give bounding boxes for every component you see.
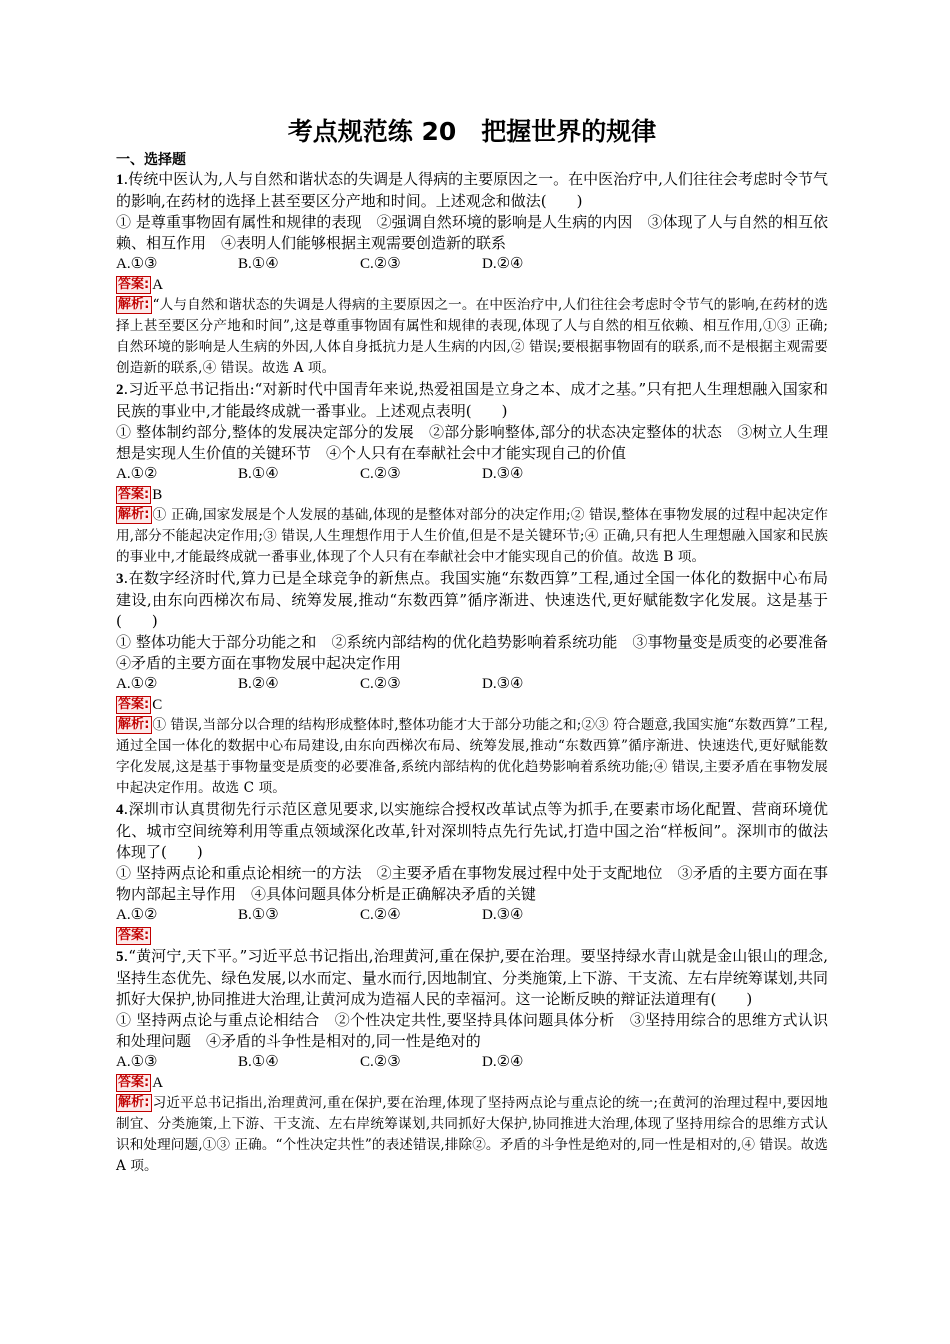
answer-choices (116, 1052, 828, 1072)
answer-choices (116, 674, 828, 694)
answer-line (116, 1073, 828, 1093)
choice-b: B.①③ (238, 907, 279, 923)
analysis-line (116, 505, 828, 568)
question-statements: ① 是尊重事物固有属性和规律的表现 ②强调自然环境的影响是人生病的内因 ③体现了人与自然的相互依赖、相互作用 ④表明人们能够根据主观需要创造新的联系 (116, 213, 828, 252)
question-number: 1 (116, 172, 124, 188)
analysis-line (116, 295, 828, 379)
question-number: 2 (116, 382, 124, 398)
answer-tag: 答案: (118, 277, 150, 292)
choice-a: A.①② (116, 676, 158, 692)
choice-c: C.②③ (360, 676, 401, 692)
answer-line (116, 275, 828, 295)
answer-line (116, 485, 828, 505)
question-number: 5 (116, 949, 124, 965)
question-stem: 5.“黄河宁,天下平。”习近平总书记指出,治理黄河,重在保护,要在治理。要坚持绿水青山就是金山银山的理念,坚持生态优先、绿色发展,以水而定、量水而行,因地制宜、分类施策,上下游、干支流、左右岸统筹谋划,共同抓好大保护,协同推进大治理,让黄河成为造福人民的幸福河。这一论断反映的辩证法道理有( ) (116, 947, 828, 1008)
answer-tag: 答案: (118, 487, 150, 502)
section-heading: 一、选择题 (116, 152, 186, 168)
choice-c: C.②③ (360, 466, 401, 482)
answer-choices (116, 905, 828, 925)
document-page (116, 116, 844, 1177)
analysis-tag: 解析: (118, 717, 150, 732)
analysis-tag: 解析: (118, 507, 150, 522)
answer-choices (116, 464, 828, 484)
choice-b: B.①④ (238, 256, 279, 272)
question-3 (116, 568, 844, 799)
question-statements: ① 整体功能大于部分功能之和 ②系统内部结构的优化趋势影响着系统功能 ③事物量变是质变的必要准备 ④矛盾的主要方面在事物发展中起决定作用 (116, 633, 844, 672)
question-number: 3 (116, 571, 124, 587)
choice-a: A.①② (116, 466, 158, 482)
answer-value: B (152, 487, 163, 503)
analysis-tag: 解析: (118, 1095, 150, 1110)
analysis-text: “人与自然和谐状态的失调是人得病的主要原因之一。在中医治疗中,人们往往会考虑时令节气的影响,在药材的选择上甚至要区分产地和时间”,这是尊重事物固有属性和规律的表现,体现了人与自然的相互依赖、相互作用,①③ 正确;自然环境的影响是人生病的外因,人体自身抵抗力是人生病的内因,② 错误;要根据事物固有的联系,而不是根据主观需要创造新的联系,④ 错误。故选 A 项。 (116, 297, 828, 376)
choice-d: D.②④ (482, 256, 524, 272)
question-4 (116, 799, 828, 946)
choice-d: D.③④ (482, 907, 524, 923)
question-statements: ① 坚持两点论和重点论相统一的方法 ②主要矛盾在事物发展过程中处于支配地位 ③矛盾的主要方面在事物内部起主导作用 ④具体问题具体分析是正确解决矛盾的关键 (116, 864, 828, 903)
analysis-line (116, 1093, 828, 1177)
choice-a: A.①② (116, 907, 158, 923)
answer-line (116, 926, 828, 946)
choice-d: D.③④ (482, 466, 524, 482)
answer-line (116, 695, 828, 715)
choice-d: D.②④ (482, 1054, 524, 1070)
answer-tag: 答案: (118, 697, 150, 712)
answer-value: A (152, 277, 164, 293)
page-title: 考点规范练 20 把握世界的规律 (287, 117, 657, 146)
choice-c: C.②③ (360, 1054, 401, 1070)
choice-d: D.③④ (482, 676, 524, 692)
choice-c: C.②③ (360, 256, 401, 272)
choice-c: C.②④ (360, 907, 401, 923)
question-number: 4 (116, 802, 124, 818)
answer-tag: 答案: (118, 928, 150, 943)
analysis-line (116, 715, 828, 799)
question-1 (116, 169, 828, 379)
answer-tag: 答案: (118, 1075, 150, 1090)
answer-choices (116, 254, 828, 274)
choice-b: B.①④ (238, 466, 279, 482)
question-stem: 1.传统中医认为,人与自然和谐状态的失调是人得病的主要原因之一。在中医治疗中,人们往往会考虑时令节气的影响,在药材的选择上甚至要区分产地和时间。上述观念和做法( ) (116, 170, 828, 210)
choice-a: A.①③ (116, 256, 158, 272)
choice-a: A.①③ (116, 1054, 158, 1070)
choice-b: B.②④ (238, 676, 279, 692)
choice-b: B.①④ (238, 1054, 279, 1070)
question-5 (116, 946, 828, 1177)
answer-value: C (152, 697, 163, 713)
answer-value: A (152, 1075, 164, 1091)
analysis-text: ① 正确,国家发展是个人发展的基础,体现的是整体对部分的决定作用;② 错误,整体在事物发展的过程中起决定作用,部分不能起决定作用;③ 错误,人生理想作用于人生价值,但是不是关键环节;④ 正确,只有把人生理想融入国家和民族的事业中,才能最终成就一番事业,体现了个人只有在奉献社会中才能实现自己的价值。故选 B 项。 (116, 507, 828, 565)
question-statements: ① 整体制约部分,整体的发展决定部分的发展 ②部分影响整体,部分的状态决定整体的状态 ③树立人生理想是实现人生价值的关键环节 ④个人只有在奉献社会中才能实现自己的价值 (116, 423, 828, 462)
analysis-tag: 解析: (118, 297, 150, 312)
question-2 (116, 379, 828, 568)
question-stem: 4.深圳市认真贯彻先行示范区意见要求,以实施综合授权改革试点等为抓手,在要素市场化配置、营商环境优化、城市空间统筹利用等重点领域深化改革,针对深圳特点先行先试,打造中国之治“样板间”。深圳市的做法体现了( ) (116, 800, 828, 861)
question-stem: 2.习近平总书记指出:“对新时代中国青年来说,热爱祖国是立身之本、成才之基。”只有把人生理想融入国家和民族的事业中,才能最终成就一番事业。上述观点表明( ) (116, 380, 828, 420)
question-statements: ① 坚持两点论与重点论相结合 ②个性决定共性,要坚持具体问题具体分析 ③坚持用综合的思维方式认识和处理问题 ④矛盾的斗争性是相对的,同一性是绝对的 (116, 1011, 828, 1050)
question-stem: 3.在数字经济时代,算力已是全球竞争的新焦点。我国实施“东数西算”工程,通过全国一体化的数据中心布局建设,由东向西梯次布局、统筹发展,推动“东数西算”循序渐进、快速迭代,更好赋能数字化发展。这是基于( ) (116, 569, 828, 630)
analysis-text: 习近平总书记指出,治理黄河,重在保护,要在治理,体现了坚持两点论与重点论的统一;在黄河的治理过程中,要因地制宜、分类施策,上下游、干支流、左右岸统筹谋划,共同抓好大保护,协同推进大治理,体现了坚持用综合的思维方式认识和处理问题,①③ 正确。“个性决定共性”的表述错误,排除②。矛盾的斗争性是绝对的,同一性是相对的,④ 错误。故选 A 项。 (116, 1095, 828, 1174)
analysis-text: ① 错误,当部分以合理的结构形成整体时,整体功能才大于部分功能之和;②③ 符合题意,我国实施“东数西算”工程,通过全国一体化的数据中心布局建设,由东向西梯次布局、统筹发展,推动“东数西算”循序渐进、快速迭代,更好赋能数字化发展,这是基于事物量变是质变的必要准备,系统内部结构的优化趋势影响着系统功能;④ 错误,主要矛盾在事物发展中起决定作用。故选 C 项。 (116, 717, 828, 796)
